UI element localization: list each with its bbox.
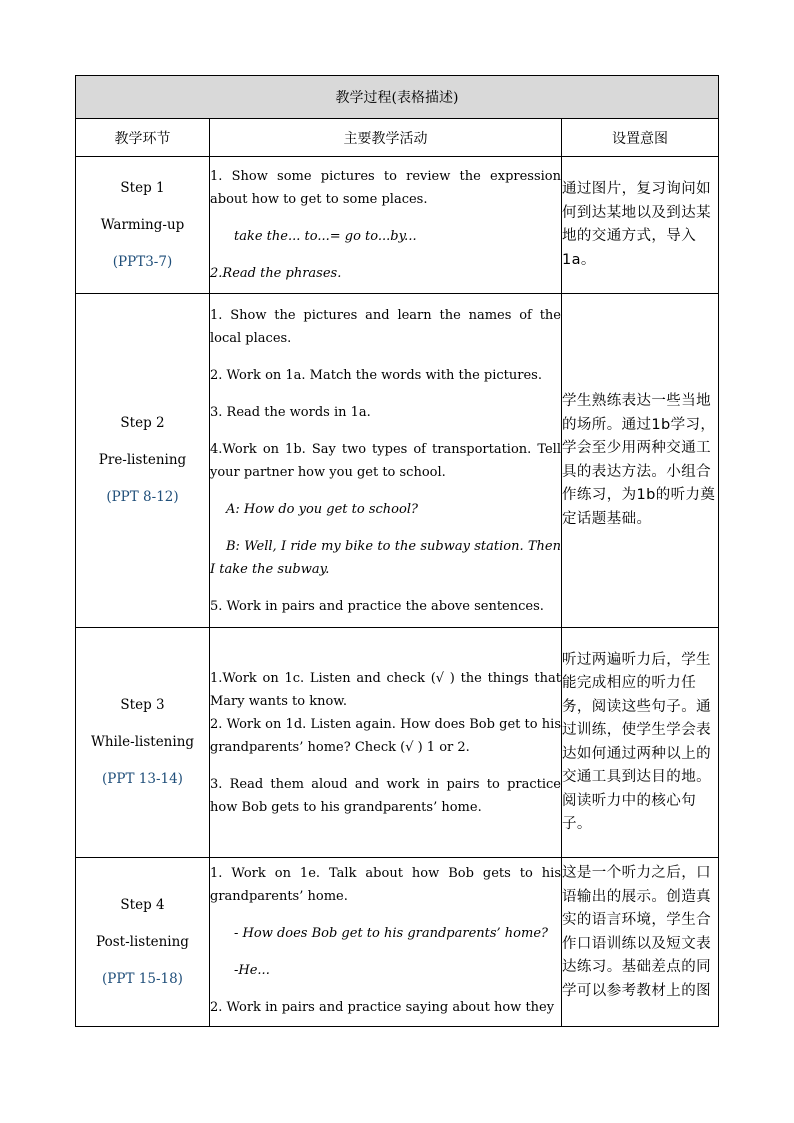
intent-cell: 学生熟练表达一些当地的场所。通过1b学习，学会至少用两种交通工具的表达方法。小组合作练习，为1b的听力奠定话题基础。	[562, 294, 719, 628]
activity-item: 3. Read them aloud and work in pairs to practice how Bob gets to his grandparents’ home.	[210, 776, 561, 815]
step-cell	[76, 858, 210, 1027]
step-cell	[76, 628, 210, 858]
table-row	[76, 157, 719, 294]
intent-cell	[562, 858, 719, 1027]
activities-cell	[210, 294, 562, 628]
table-row	[76, 294, 719, 628]
step-number: Step 3	[120, 697, 165, 713]
intent-text: 这是一个听力之后，口语输出的展示。创造真实的语言环境，学生合作口语训练以及短文表达练习。基础差点的同学可以参考教材上的图	[562, 865, 711, 999]
table-title: 教学过程(表格描述)	[76, 76, 719, 119]
activity-item: 1. Show some pictures to review the expression about how to get to some places.	[210, 169, 561, 207]
activity-item: B: Well, I ride my bike to the subway station. Then I take the subway.	[210, 538, 561, 577]
activity-item: 1. Work on 1e. Talk about how Bob gets to his grandparents’ home.	[210, 866, 561, 904]
activity-item: A: How do you get to school?	[226, 501, 418, 517]
activity-item: 5. Work in pairs and practice the above sentences.	[210, 598, 544, 614]
activity-item: 2.Read the phrases.	[210, 266, 342, 281]
activity-item: 3. Read the words in 1a.	[210, 404, 371, 420]
activity-item: 2. Work on 1d. Listen again. How does Bob get to his grandparents’ home? Check (√ ) 1 or 2.	[210, 716, 561, 755]
teaching-process-table	[75, 75, 719, 1027]
step-stage: Post-listening	[96, 933, 189, 950]
step-ppt-range: (PPT 8-12)	[106, 489, 179, 505]
step-ppt-range: (PPT 15-18)	[102, 970, 183, 987]
activity-item: -He...	[234, 963, 270, 978]
activity-item: 1.Work on 1c. Listen and check (√ ) the things that Mary wants to know.	[210, 670, 561, 709]
step-cell	[76, 294, 210, 628]
step-stage: While-listening	[90, 734, 195, 750]
activities-cell	[210, 628, 562, 858]
step-cell	[76, 157, 210, 294]
header-design-intent: 设置意图	[562, 119, 719, 157]
header-teaching-stage: 教学环节	[76, 119, 210, 157]
intent-cell: 通过图片，复习询问如何到达某地以及到达某地的交通方式，导入1a。	[562, 157, 719, 294]
step-ppt-range: (PPT 13-14)	[102, 771, 183, 787]
activities-cell	[210, 157, 562, 294]
step-stage: Pre-listening	[98, 452, 187, 468]
activity-item: 2. Work in pairs and practice saying about how they	[210, 1000, 555, 1015]
activity-item: take the... to...= go to...by...	[234, 229, 417, 244]
step-number: Step 2	[120, 415, 165, 431]
step-number: Step 4	[120, 896, 165, 913]
table-row	[76, 628, 719, 858]
activity-item: 1. Show the pictures and learn the names of the local places.	[210, 307, 561, 346]
activity-item: - How does Bob get to his grandparents’ home?	[234, 926, 548, 941]
activity-item: 4.Work on 1b. Say two types of transportation. Tell your partner how you get to school.	[210, 441, 561, 480]
header-main-activities: 主要教学活动	[210, 119, 562, 157]
step-ppt-range: (PPT3-7)	[112, 253, 173, 270]
table-row	[76, 858, 719, 1027]
activities-cell	[210, 858, 562, 1027]
intent-cell: 听过两遍听力后，学生能完成相应的听力任务，阅读这些句子。通过训练，使学生学会表达如何通过两种以上的交通工具到达目的地。阅读听力中的核心句子。	[562, 628, 719, 858]
step-number: Step 1	[120, 179, 165, 196]
step-stage: Warming-up	[100, 216, 185, 233]
activity-item: 2. Work on 1a. Match the words with the pictures.	[210, 367, 542, 383]
